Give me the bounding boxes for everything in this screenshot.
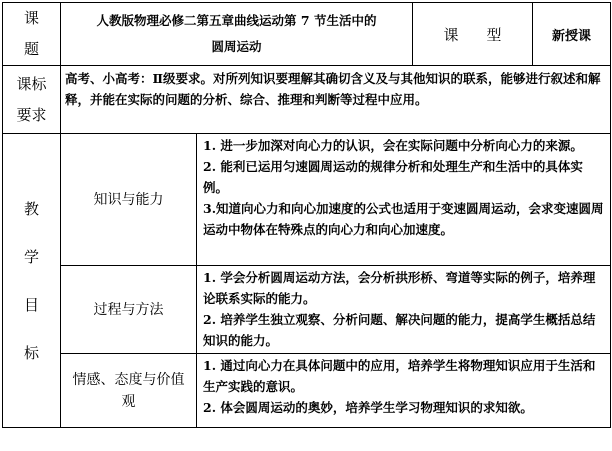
emotion-attitude-label-line2: 观 [121, 393, 136, 410]
topic-label-line1: 课 [23, 9, 39, 27]
objectives-label-cell [3, 134, 61, 428]
topic-title-line1: 人教版物理必修二第五章曲线运动第 7 节生活中的 [96, 13, 377, 28]
process-method-items [197, 266, 611, 354]
lesson-type-value: 新授课 [533, 3, 611, 66]
requirements-text: 高考、小高考：Ⅱ级要求。对所列知识要理解其确切含义及与其他知识的联系，能够进行叙述和解释，并能在实际的问题的分析、综合、推理和判断等过程中应用。 [61, 66, 611, 134]
objective-item: 1. 进一步加深对向心力的认识，会在实际问题中分析向心力的来源。 [203, 138, 583, 153]
objective-row-process [3, 266, 611, 354]
process-method-label: 过程与方法 [61, 266, 197, 354]
objective-item: 1. 通过向心力在具体问题中的应用，培养学生将物理知识应用于生活和生产实践的意识。 [203, 358, 596, 394]
objectives-label-char: 教 [23, 199, 39, 218]
topic-title-line2: 圆周运动 [211, 39, 262, 54]
lesson-type-label: 课型 [413, 3, 533, 66]
topic-row [3, 3, 611, 66]
objective-item: 3.知道向心力和向心加速度的公式也适用于变速圆周运动，会求变速圆周运动中物体在特殊点的向心力和向心加速度。 [203, 201, 604, 237]
requirements-label-line2: 要求 [16, 105, 47, 124]
emotion-attitude-label [61, 354, 197, 428]
objective-row-knowledge [3, 134, 611, 266]
requirements-row [3, 66, 611, 134]
requirements-label-line1: 课标 [16, 74, 47, 93]
knowledge-ability-items [197, 134, 611, 266]
emotion-attitude-label-line1: 情感、态度与价值 [72, 371, 185, 388]
lesson-plan-table [2, 2, 611, 428]
objectives-label-char: 标 [23, 343, 39, 362]
knowledge-ability-label: 知识与能力 [61, 134, 197, 266]
objective-item: 2. 培养学生独立观察、分析问题、解决问题的能力，提高学生概括总结知识的能力。 [203, 312, 596, 348]
objective-item: 1. 学会分析圆周运动方法，会分析拱形桥、弯道等实际的例子，培养理论联系实际的能力。 [203, 270, 596, 306]
objectives-label-char: 学 [23, 247, 39, 266]
objective-item: 2. 体会圆周运动的奥妙，培养学生学习物理知识的求知欲。 [203, 400, 533, 415]
objective-item: 2. 能利已运用匀速圆周运动的规律分析和处理生产和生活中的具体实例。 [203, 159, 583, 195]
objective-row-emotion [3, 354, 611, 428]
topic-title-cell [61, 3, 413, 66]
emotion-attitude-items [197, 354, 611, 428]
topic-label-cell [3, 3, 61, 66]
topic-label-line2: 题 [23, 40, 39, 58]
objectives-label-char: 目 [23, 295, 39, 314]
requirements-label-cell [3, 66, 61, 134]
